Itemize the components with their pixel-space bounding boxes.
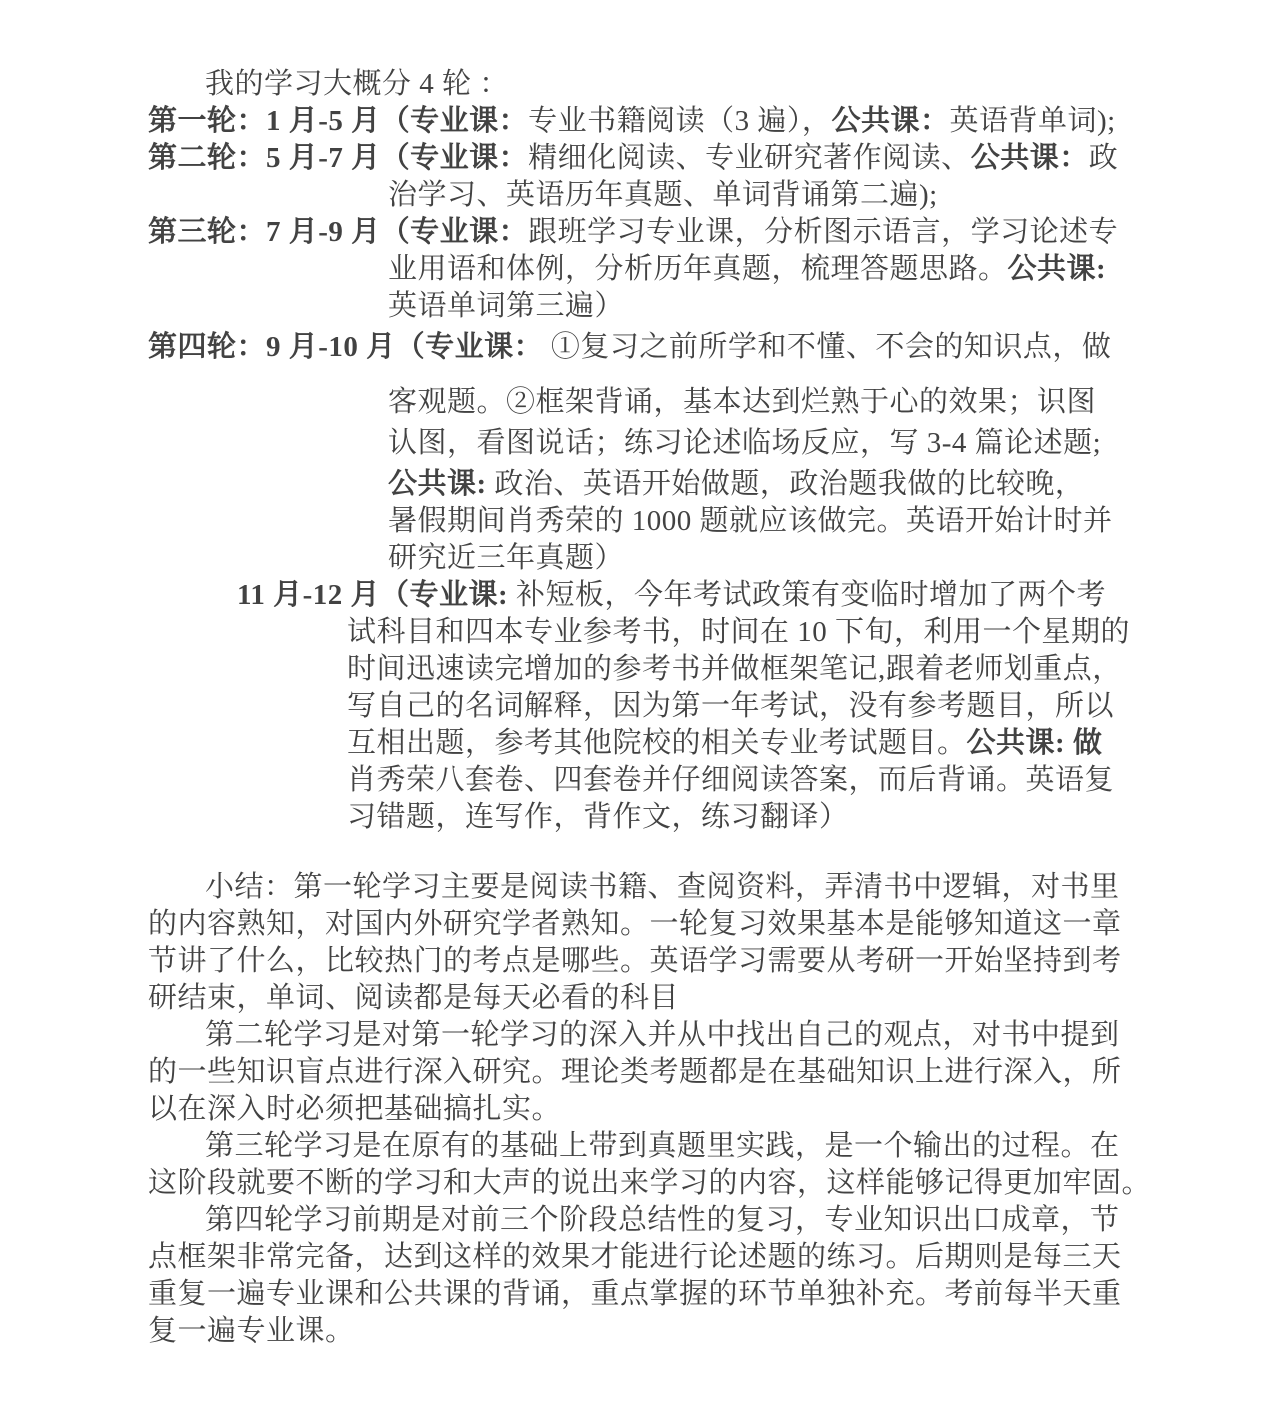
- text-line: [148, 762, 1150, 799]
- text-line: [148, 503, 1150, 540]
- text-line: [148, 1165, 1150, 1202]
- text-line: [148, 1239, 1150, 1276]
- text-line: [148, 329, 1150, 366]
- text-line: [148, 1091, 1150, 1128]
- text-segment: 以在深入时必须把基础搞扎实。: [148, 1093, 562, 1125]
- text-line: [148, 651, 1150, 688]
- text-line: [148, 1128, 1150, 1165]
- text-segment: 互相出题，参考其他院校的相关专业考试题目。: [347, 727, 967, 759]
- text-segment: 认图，看图说话；练习论述临场反应，写 3-4 篇论述题;: [388, 427, 1102, 459]
- text-segment: 试科目和四本专业参考书，时间在 10 下旬，利用一个星期的: [347, 616, 1131, 648]
- text-line: [148, 1017, 1150, 1054]
- bold-text-segment: 第二轮：5 月-7 月（专业课：: [148, 142, 529, 174]
- text-segment: 治学习、英语历年真题、单词背诵第二遍);: [388, 179, 938, 211]
- text-line: [148, 466, 1150, 503]
- text-segment: 精细化阅读、专业研究著作阅读、: [528, 142, 971, 174]
- text-segment: ①复习之前所学和不懂、不会的知识点，做: [550, 331, 1112, 363]
- text-segment: 客观题。②框架背诵，基本达到烂熟于心的效果；识图: [388, 386, 1097, 418]
- text-segment: 的内容熟知，对国内外研究学者熟知。一轮复习效果基本是能够知道这一章: [148, 908, 1122, 940]
- text-segment: 肖秀荣八套卷、四套卷并仔细阅读答案，而后背诵。英语复: [347, 764, 1115, 796]
- text-line: [148, 251, 1150, 288]
- text-line: [148, 1276, 1150, 1313]
- text-line: [148, 384, 1150, 421]
- text-line: [148, 799, 1150, 836]
- text-line: [148, 103, 1150, 140]
- bold-text-segment: 第四轮：9 月-10 月（专业课：: [148, 331, 551, 363]
- bold-text-segment: 公共课:: [1007, 253, 1107, 285]
- bold-text-segment: 公共课：: [831, 105, 950, 137]
- text-segment: 英语背单词);: [949, 105, 1116, 137]
- text-line: [148, 1054, 1150, 1091]
- text-line: [148, 288, 1150, 325]
- text-segment: 写自己的名词解释，因为第一年考试，没有参考题目，所以: [347, 690, 1115, 722]
- text-line: [148, 906, 1150, 943]
- bold-text-segment: 第一轮：1 月-5 月（专业课：: [148, 105, 529, 137]
- text-line: [148, 577, 1150, 614]
- text-line: [148, 725, 1150, 762]
- text-line: [148, 214, 1150, 251]
- text-line: [148, 614, 1150, 651]
- text-line: [148, 1202, 1150, 1239]
- text-segment: 专业书籍阅读（3 遍），: [528, 105, 832, 137]
- text-segment: 业用语和体例，分析历年真题，梳理答题思路。: [388, 253, 1008, 285]
- text-segment: 时间迅速读完增加的参考书并做框架笔记,跟着老师划重点，: [347, 653, 1122, 685]
- bold-text-segment: 公共课:: [388, 468, 495, 500]
- text-segment: 的一些知识盲点进行深入研究。理论类考题都是在基础知识上进行深入，所: [148, 1056, 1122, 1088]
- text-line: [148, 425, 1150, 462]
- text-segment: 节讲了什么，比较热门的考点是哪些。英语学习需要从考研一开始坚持到考: [148, 945, 1122, 977]
- text-segment: 英语单词第三遍）: [388, 290, 625, 322]
- text-line: [148, 140, 1150, 177]
- text-segment: 点框架非常完备，达到这样的效果才能进行论述题的练习。后期则是每三天: [148, 1241, 1122, 1273]
- text-segment: 研结束，单词、阅读都是每天必看的科目: [148, 982, 680, 1014]
- text-line: [148, 66, 1150, 103]
- bold-text-segment: 公共课: 做: [966, 727, 1103, 759]
- text-line: [148, 177, 1150, 214]
- bold-text-segment: 第三轮：7 月-9 月（专业课：: [148, 216, 529, 248]
- text-segment: 跟班学习专业课，分析图示语言，学习论述专: [528, 216, 1119, 248]
- text-segment: 第二轮学习是对第一轮学习的深入并从中找出自己的观点，对书中提到: [205, 1019, 1120, 1051]
- text-segment: 补短板，今年考试政策有变临时增加了两个考: [515, 579, 1106, 611]
- text-segment: 第三轮学习是在原有的基础上带到真题里实践，是一个输出的过程。在: [205, 1130, 1120, 1162]
- text-line: [148, 688, 1150, 725]
- text-segment: 习错题，连写作，背作文，练习翻译）: [347, 801, 849, 833]
- document-lines: [148, 66, 1150, 1350]
- text-segment: 政: [1088, 142, 1119, 174]
- bold-text-segment: 11 月-12 月（专业课:: [237, 579, 516, 611]
- text-segment: 复一遍专业课。: [148, 1315, 355, 1347]
- text-segment: 研究近三年真题）: [388, 542, 625, 574]
- text-segment: 这阶段就要不断的学习和大声的说出来学习的内容，这样能够记得更加牢固。: [148, 1167, 1152, 1199]
- text-segment: 重复一遍专业课和公共课的背诵，重点掌握的环节单独补充。考前每半天重: [148, 1278, 1122, 1310]
- text-line: [148, 980, 1150, 1017]
- text-segment: 我的学习大概分 4 轮 ：: [205, 68, 509, 100]
- text-segment: 暑假期间肖秀荣的 1000 题就应该做完。英语开始计时并: [388, 505, 1113, 537]
- text-segment: 政治、英语开始做题，政治题我做的比较晚，: [494, 468, 1085, 500]
- bold-text-segment: 公共课：: [970, 142, 1089, 174]
- text-line: [148, 943, 1150, 980]
- text-line: [148, 540, 1150, 577]
- text-line: [148, 1313, 1150, 1350]
- text-segment: 第四轮学习前期是对前三个阶段总结性的复习，专业知识出口成章，节: [205, 1204, 1120, 1236]
- text-line: [148, 869, 1150, 906]
- text-segment: 小结：第一轮学习主要是阅读书籍、查阅资料，弄清书中逻辑，对书里: [205, 871, 1120, 903]
